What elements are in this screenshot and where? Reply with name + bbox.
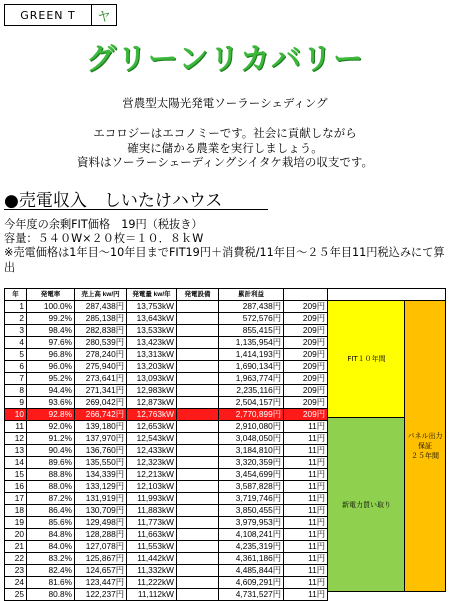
info-line: ※売電価格は1年目～10年目までFIT19円＋消費税/11年目～２５年目11円税込みにて算出 [4,246,445,274]
table-cell [177,481,219,493]
table-cell [177,397,219,409]
table-cell: 11円 [284,541,328,553]
table-row [5,373,328,385]
table-cell: 1 [5,301,27,313]
table-cell: 92.0% [27,421,75,433]
info-line: 今年度の余剰FIT価格 19円（税抜き） [4,218,203,231]
table-row [5,493,328,505]
table-cell: 11 [5,421,27,433]
table-cell: 122,237円 [75,589,127,601]
table-cell: 4 [5,337,27,349]
table-cell: 2 [5,313,27,325]
table-cell: 12,653kW [127,421,177,433]
table-cell: 11円 [284,421,328,433]
table-cell: 12,323kW [127,457,177,469]
table-cell: 209円 [284,361,328,373]
table-cell: 25 [5,589,27,601]
table-cell: 287,438円 [219,301,284,313]
table-cell: 84.8% [27,529,75,541]
table-cell: 12,873kW [127,397,177,409]
table-cell: 209円 [284,337,328,349]
table-cell: 136,760円 [75,445,127,457]
table-cell: 100.0% [27,301,75,313]
table-cell: 3,587,828円 [219,481,284,493]
table-cell: 16 [5,481,27,493]
table-cell [177,493,219,505]
table-cell [177,565,219,577]
table-cell: 278,240円 [75,349,127,361]
table-row [5,481,328,493]
table-cell: 209円 [284,373,328,385]
table-header-cell: 累計利益 [219,289,284,301]
table-row [5,517,328,529]
table-cell [177,529,219,541]
table-cell: 11,112kW [127,589,177,601]
table-cell [177,553,219,565]
table-cell: 287,438円 [75,301,127,313]
table-cell: 11,993kW [127,493,177,505]
table-cell: 3 [5,325,27,337]
table-cell: 11円 [284,457,328,469]
section-title: ●売電収入 しいたけハウス [4,191,223,211]
table-row [5,529,328,541]
table-cell: 285,138円 [75,313,127,325]
table-cell: 11,442kW [127,553,177,565]
table-cell [177,385,219,397]
table-cell: 209円 [284,325,328,337]
table-cell: 89.6% [27,457,75,469]
table-cell [177,445,219,457]
table-cell [177,349,219,361]
table-cell: 130,709円 [75,505,127,517]
table-cell [177,373,219,385]
table-cell [177,541,219,553]
table-cell: 11円 [284,577,328,589]
info-block [4,218,448,275]
table-cell: 209円 [284,385,328,397]
new-power-purchase-band [327,417,406,592]
table-cell: 4,731,527円 [219,589,284,601]
fit-period-label: FIT１０年間 [347,355,386,363]
table-cell: 12,103kW [127,481,177,493]
table-cell: 12,433kW [127,445,177,457]
table-cell: 1,690,134円 [219,361,284,373]
table-cell: 94.4% [27,385,75,397]
table-cell [177,457,219,469]
table-cell: 23 [5,565,27,577]
table-row [5,421,328,433]
new-power-purchase-label: 新電力買い取り [342,500,391,509]
table-cell: 123,447円 [75,577,127,589]
table-cell: 11円 [284,445,328,457]
table-cell: 209円 [284,397,328,409]
table-cell: 13,313kW [127,349,177,361]
brand-label: GREEN T [4,4,92,26]
panel-warranty-band [404,300,446,592]
table-cell: 3,979,953円 [219,517,284,529]
table-row [5,469,328,481]
header-box [4,4,117,26]
table-cell: 15 [5,469,27,481]
table-header-row [5,289,328,301]
table-cell: 99.2% [27,313,75,325]
subtitle: 営農型太陽光発電ソーラーシェディング [122,96,328,110]
table-cell: 3,850,455円 [219,505,284,517]
table-cell: 282,838円 [75,325,127,337]
table-cell: 266,742円 [75,409,127,421]
table-cell: 1,414,193円 [219,349,284,361]
table-cell: 98.4% [27,325,75,337]
table-cell: 20 [5,529,27,541]
table-cell: 2,504,157円 [219,397,284,409]
table-cell: 93.6% [27,397,75,409]
table-cell: 11円 [284,529,328,541]
table-cell: 11,883kW [127,505,177,517]
table-cell: 2,910,080円 [219,421,284,433]
description-line: エコロジーはエコノミーです。社会に貢献しながら [93,126,357,140]
table-cell: 11円 [284,433,328,445]
table-row [5,349,328,361]
table-cell [177,337,219,349]
table-cell: 275,940円 [75,361,127,373]
table-cell: 10 [5,409,27,421]
table-row [5,565,328,577]
table-cell: 137,970円 [75,433,127,445]
table-cell: 86.4% [27,505,75,517]
table-cell: 11円 [284,517,328,529]
table-cell [177,469,219,481]
table-cell: 83.2% [27,553,75,565]
table-cell: 11,773kW [127,517,177,529]
table-row [5,325,328,337]
table-cell: 95.2% [27,373,75,385]
table-row [5,553,328,565]
table-cell: 13,533kW [127,325,177,337]
table-cell: 13,423kW [127,337,177,349]
table-cell [177,301,219,313]
table-cell: 3,454,699円 [219,469,284,481]
table-cell: 13,643kW [127,313,177,325]
table-cell: 1,135,954円 [219,337,284,349]
table-cell: 14 [5,457,27,469]
table-cell [177,421,219,433]
table-cell: 4,485,844円 [219,565,284,577]
table-row [5,361,328,373]
table-cell: 12,763kW [127,409,177,421]
leaf-logo-icon: ヤ [92,4,117,26]
table-header-cell: 発電率 [27,289,75,301]
section-underline [4,209,268,210]
description [0,126,450,170]
table-cell: 22 [5,553,27,565]
table-row [5,457,328,469]
table-cell: 7 [5,373,27,385]
table-header-cell: 発電設備 [177,289,219,301]
table-cell: 125,867円 [75,553,127,565]
table-cell: 4,609,291円 [219,577,284,589]
table-cell: 13,093kW [127,373,177,385]
table-row [5,433,328,445]
table-cell: 271,341円 [75,385,127,397]
table-cell: 84.0% [27,541,75,553]
table-row [5,505,328,517]
table-row [5,445,328,457]
table-cell: 11円 [284,469,328,481]
table-cell: 85.6% [27,517,75,529]
table-cell: 96.0% [27,361,75,373]
table-cell: 11円 [284,565,328,577]
table-cell: 133,129円 [75,481,127,493]
table-cell: 1,963,774円 [219,373,284,385]
table-cell: 273,641円 [75,373,127,385]
table-cell: 90.4% [27,445,75,457]
table-cell [177,505,219,517]
table-row [5,385,328,397]
table-cell: 127,078円 [75,541,127,553]
table-cell: 88.0% [27,481,75,493]
table-cell: 13,753kW [127,301,177,313]
table-cell: 129,498円 [75,517,127,529]
table-cell: 4,361,186円 [219,553,284,565]
description-line: 確実に儲かる農業を実行しましょう。 [127,140,323,155]
fit-period-band [327,300,406,418]
table-cell [177,577,219,589]
table-cell: 12 [5,433,27,445]
table-cell: 11円 [284,481,328,493]
table-header-cell: 発電量 kw/年 [127,289,177,301]
table-cell: 82.4% [27,565,75,577]
table-cell: 91.2% [27,433,75,445]
table-cell: 81.6% [27,577,75,589]
table-cell: 855,415円 [219,325,284,337]
table-cell [177,313,219,325]
table-row [5,301,328,313]
table-cell: 97.6% [27,337,75,349]
table-cell [177,433,219,445]
table-cell: 12,213kW [127,469,177,481]
panel-warranty-label: パネル出力保証 [407,432,443,450]
table-row [5,337,328,349]
table-cell: 11円 [284,553,328,565]
table-cell: 139,180円 [75,421,127,433]
table-cell: 209円 [284,409,328,421]
table-cell: 2,235,116円 [219,385,284,397]
table-cell: 134,339円 [75,469,127,481]
table-cell: 3,184,810円 [219,445,284,457]
table-cell: 12,983kW [127,385,177,397]
table-cell: 128,288円 [75,529,127,541]
revenue-table [4,288,328,601]
description-line: 資料はソーラーシェーディングシイタケ栽培の収支です。 [77,155,373,169]
table-cell: 92.8% [27,409,75,421]
table-body [5,301,328,601]
info-line: 容量：５４０W×２０枚＝１０．８ｋW [4,232,204,246]
table-cell: 124,657円 [75,565,127,577]
table-cell: 17 [5,493,27,505]
table-cell: 11円 [284,589,328,601]
table-cell [177,409,219,421]
table-cell: 4,235,319円 [219,541,284,553]
table-cell: 21 [5,541,27,553]
table-cell: 3,320,359円 [219,457,284,469]
table-cell: 209円 [284,349,328,361]
table-cell: 11,222kW [127,577,177,589]
table-cell: 280,539円 [75,337,127,349]
table-cell: 5 [5,349,27,361]
table-cell: 11,553kW [127,541,177,553]
table-header-cell: 売上高 kw/円 [75,289,127,301]
table-cell: 11,332kW [127,565,177,577]
table-cell: 13 [5,445,27,457]
table-cell [177,589,219,601]
table-cell: 18 [5,505,27,517]
table-cell: 96.8% [27,349,75,361]
table-cell: 6 [5,361,27,373]
table-cell: 19 [5,517,27,529]
table-cell: 13,203kW [127,361,177,373]
table-cell: 80.8% [27,589,75,601]
table-cell: 11円 [284,505,328,517]
table-cell: 24 [5,577,27,589]
table-cell [177,361,219,373]
table-row [5,577,328,589]
table-row [5,409,328,421]
panel-warranty-years: ２５年間 [411,452,439,460]
table-row [5,397,328,409]
table-cell: 88.8% [27,469,75,481]
table-cell [177,517,219,529]
table-row [5,541,328,553]
table-cell: 3,719,746円 [219,493,284,505]
table-row [5,313,328,325]
table-cell: 11円 [284,493,328,505]
table-row [5,589,328,601]
table-cell: 12,543kW [127,433,177,445]
table-header-cell [284,289,328,301]
table-cell: 2,770,899円 [219,409,284,421]
table-cell [177,325,219,337]
table-cell: 209円 [284,313,328,325]
table-cell: 209円 [284,301,328,313]
table-cell: 3,048,050円 [219,433,284,445]
table-cell: 131,919円 [75,493,127,505]
table-cell: 4,108,241円 [219,529,284,541]
table-cell: 572,576円 [219,313,284,325]
table-cell: 269,042円 [75,397,127,409]
table-header-cell: 年 [5,289,27,301]
table-cell: 135,550円 [75,457,127,469]
table-cell: 9 [5,397,27,409]
table-cell: 87.2% [27,493,75,505]
table-cell: 11,663kW [127,529,177,541]
table-cell: 8 [5,385,27,397]
page-title: グリーンリカバリー [85,42,365,77]
